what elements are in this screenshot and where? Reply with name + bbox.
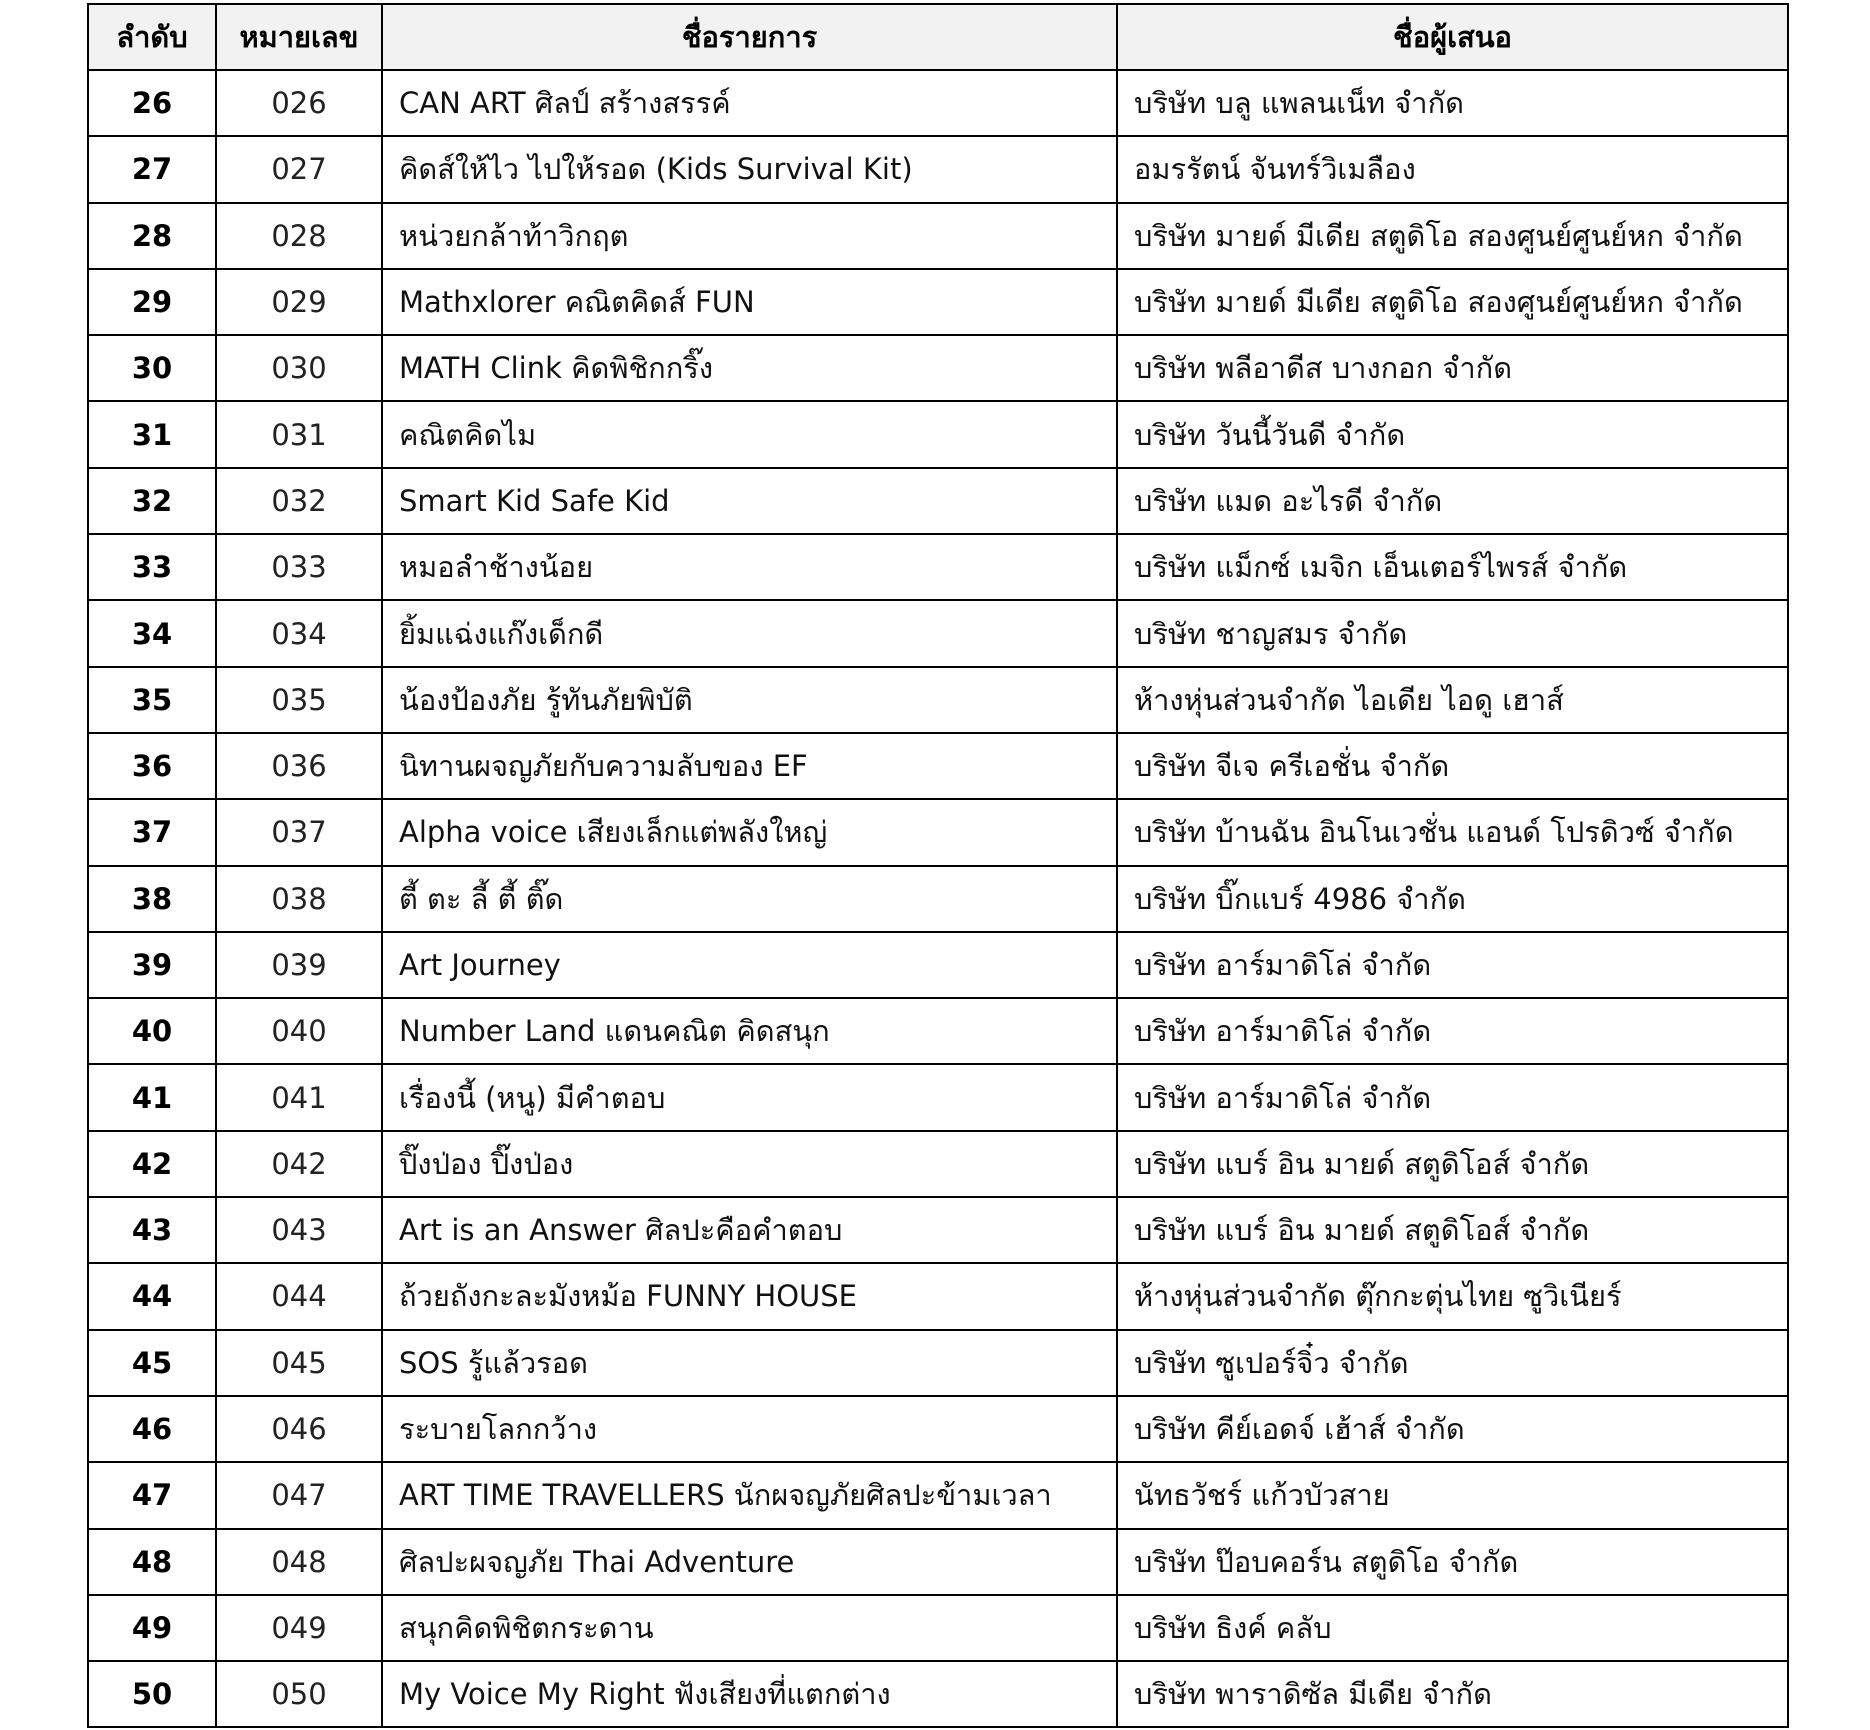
cell-proposer: บริษัท มายด์ มีเดีย สตูดิโอ สองศูนย์ศูนย์หก จำกัด [1117,269,1788,335]
cell-number: 042 [216,1131,382,1197]
table-row [88,401,1788,467]
table-row [88,1330,1788,1396]
cell-order: 48 [88,1529,216,1595]
cell-order: 32 [88,468,216,534]
table-row [88,203,1788,269]
cell-proposer: บริษัท แมด อะไรดี จำกัด [1117,468,1788,534]
cell-order: 42 [88,1131,216,1197]
table-row [88,1529,1788,1595]
cell-number: 031 [216,401,382,467]
cell-proposer: บริษัท มายด์ มีเดีย สตูดิโอ สองศูนย์ศูนย์หก จำกัด [1117,203,1788,269]
cell-proposer: บริษัท แบร์ อิน มายด์ สตูดิโอส์ จำกัด [1117,1131,1788,1197]
cell-proposer: บริษัท ซูเปอร์จิ๋ว จำกัด [1117,1330,1788,1396]
cell-title: CAN ART ศิลป์ สร้างสรรค์ [382,70,1117,136]
cell-title: ART TIME TRAVELLERS นักผจญภัยศิลปะข้ามเวลา [382,1462,1117,1528]
cell-title: ยิ้มแฉ่งแก๊งเด็กดี [382,600,1117,666]
cell-title: Smart Kid Safe Kid [382,468,1117,534]
table-body [88,70,1788,1727]
program-list-table [87,3,1789,1728]
table-row [88,136,1788,202]
table-row [88,1661,1788,1727]
cell-order: 45 [88,1330,216,1396]
cell-order: 43 [88,1197,216,1263]
table-row [88,468,1788,534]
table-row [88,1595,1788,1661]
cell-title: น้องป้องภัย รู้ทันภัยพิบัติ [382,667,1117,733]
cell-proposer: อมรรัตน์ จันทร์วิเมลือง [1117,136,1788,202]
cell-proposer: บริษัท ธิงค์ คลับ [1117,1595,1788,1661]
cell-number: 040 [216,998,382,1064]
cell-number: 037 [216,799,382,865]
cell-order: 31 [88,401,216,467]
cell-title: ศิลปะผจญภัย Thai Adventure [382,1529,1117,1595]
cell-order: 28 [88,203,216,269]
cell-title: MATH Clink คิดพิชิกกริ๊ง [382,335,1117,401]
cell-title: My Voice My Right ฟังเสียงที่แตกต่าง [382,1661,1117,1727]
table-row [88,667,1788,733]
cell-order: 41 [88,1064,216,1130]
cell-number: 026 [216,70,382,136]
table-row [88,1396,1788,1462]
cell-number: 029 [216,269,382,335]
cell-proposer: บริษัท แม็กซ์ เมจิก เอ็นเตอร์ไพรส์ จำกัด [1117,534,1788,600]
header-row [88,4,1788,70]
cell-proposer: บริษัท แบร์ อิน มายด์ สตูดิโอส์ จำกัด [1117,1197,1788,1263]
cell-number: 047 [216,1462,382,1528]
cell-order: 30 [88,335,216,401]
table-row [88,1197,1788,1263]
cell-order: 27 [88,136,216,202]
cell-proposer: บริษัท คีย์เอดจ์ เฮ้าส์ จำกัด [1117,1396,1788,1462]
cell-number: 027 [216,136,382,202]
cell-number: 036 [216,733,382,799]
cell-order: 26 [88,70,216,136]
cell-title: หมอลำช้างน้อย [382,534,1117,600]
cell-order: 46 [88,1396,216,1462]
cell-proposer: บริษัท วันนี้วันดี จำกัด [1117,401,1788,467]
cell-proposer: บริษัท ป๊อบคอร์น สตูดิโอ จำกัด [1117,1529,1788,1595]
cell-order: 38 [88,866,216,932]
cell-number: 048 [216,1529,382,1595]
table-row [88,733,1788,799]
cell-title: ระบายโลกกว้าง [382,1396,1117,1462]
header-order: ลำดับ [88,4,216,70]
cell-number: 030 [216,335,382,401]
cell-proposer: บริษัท อาร์มาดิโล่ จำกัด [1117,932,1788,998]
cell-proposer: บริษัท จีเจ ครีเอชั่น จำกัด [1117,733,1788,799]
table-row [88,1263,1788,1329]
cell-title: นิทานผจญภัยกับความลับของ EF [382,733,1117,799]
cell-number: 043 [216,1197,382,1263]
cell-title: Number Land แดนคณิต คิดสนุก [382,998,1117,1064]
table-row [88,1131,1788,1197]
cell-proposer: บริษัท อาร์มาดิโล่ จำกัด [1117,998,1788,1064]
table-row [88,799,1788,865]
cell-title: ถ้วยถังกะละมังหม้อ FUNNY HOUSE [382,1263,1117,1329]
table-row [88,600,1788,666]
cell-order: 29 [88,269,216,335]
cell-order: 34 [88,600,216,666]
table-row [88,269,1788,335]
cell-order: 47 [88,1462,216,1528]
table-row [88,932,1788,998]
header-title: ชื่อรายการ [382,4,1117,70]
cell-title: คณิตคิดไม [382,401,1117,467]
table-row [88,70,1788,136]
cell-title: เรื่องนี้ (หนู) มีคำตอบ [382,1064,1117,1130]
cell-proposer: บริษัท อาร์มาดิโล่ จำกัด [1117,1064,1788,1130]
cell-number: 045 [216,1330,382,1396]
table-row [88,998,1788,1064]
cell-number: 041 [216,1064,382,1130]
cell-number: 049 [216,1595,382,1661]
cell-title: Art Journey [382,932,1117,998]
cell-title: ปิ๊งป่อง ปิ๊งป่อง [382,1131,1117,1197]
cell-proposer: บริษัท พลีอาดีส บางกอก จำกัด [1117,335,1788,401]
cell-proposer: บริษัท พาราดิซัล มีเดีย จำกัด [1117,1661,1788,1727]
header-number: หมายเลข [216,4,382,70]
cell-number: 035 [216,667,382,733]
table-row [88,1064,1788,1130]
cell-number: 038 [216,866,382,932]
cell-number: 046 [216,1396,382,1462]
cell-title: SOS รู้แล้วรอด [382,1330,1117,1396]
cell-proposer: บริษัท บ้านฉัน อินโนเวชั่น แอนด์ โปรดิวซ์ จำกัด [1117,799,1788,865]
table-header [88,4,1788,70]
cell-proposer: นัทธวัชร์ แก้วบัวสาย [1117,1462,1788,1528]
cell-number: 044 [216,1263,382,1329]
table-row [88,1462,1788,1528]
cell-order: 39 [88,932,216,998]
cell-proposer: ห้างหุ่นส่วนจำกัด ตุ๊กกะตุ่นไทย ซูวิเนียร์ [1117,1263,1788,1329]
cell-title: คิดส์ให้ไว ไปให้รอด (Kids Survival Kit) [382,136,1117,202]
header-proposer: ชื่อผู้เสนอ [1117,4,1788,70]
cell-title: หน่วยกล้าท้าวิกฤต [382,203,1117,269]
cell-title: ตี้ ตะ ลี้ ตี้ ติ๊ด [382,866,1117,932]
cell-order: 44 [88,1263,216,1329]
cell-order: 40 [88,998,216,1064]
cell-number: 050 [216,1661,382,1727]
cell-number: 034 [216,600,382,666]
cell-order: 35 [88,667,216,733]
cell-order: 49 [88,1595,216,1661]
cell-order: 50 [88,1661,216,1727]
cell-title: สนุกคิดพิชิตกระดาน [382,1595,1117,1661]
cell-proposer: ห้างหุ่นส่วนจำกัด ไอเดีย ไอดู เฮาส์ [1117,667,1788,733]
table-row [88,866,1788,932]
cell-title: Alpha voice เสียงเล็กแต่พลังใหญ่ [382,799,1117,865]
cell-order: 33 [88,534,216,600]
table-row [88,534,1788,600]
cell-title: Mathxlorer คณิตคิดส์ FUN [382,269,1117,335]
cell-proposer: บริษัท ชาญสมร จำกัด [1117,600,1788,666]
cell-order: 37 [88,799,216,865]
cell-title: Art is an Answer ศิลปะคือคำตอบ [382,1197,1117,1263]
cell-order: 36 [88,733,216,799]
cell-number: 039 [216,932,382,998]
cell-number: 032 [216,468,382,534]
cell-number: 033 [216,534,382,600]
cell-proposer: บริษัท บิ๊กแบร์ 4986 จำกัด [1117,866,1788,932]
cell-proposer: บริษัท บลู แพลนเน็ท จำกัด [1117,70,1788,136]
table-row [88,335,1788,401]
cell-number: 028 [216,203,382,269]
